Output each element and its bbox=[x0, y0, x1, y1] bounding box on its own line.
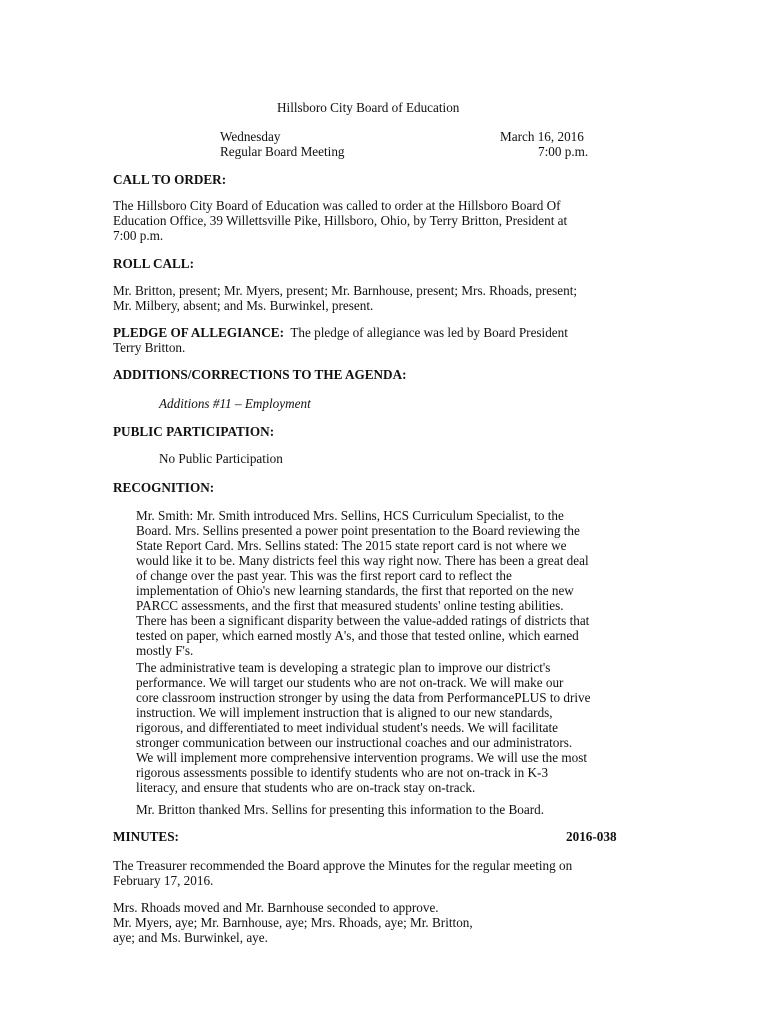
text-line: State Report Card. Mrs. Sellins stated: The 2015 state report card is not where we bbox=[136, 538, 567, 553]
text-line: stronger communication between our instructional coaches and our administrators. bbox=[136, 735, 573, 750]
text-line: Mr. Smith: Mr. Smith introduced Mrs. Sellins, HCS Curriculum Specialist, to the bbox=[136, 508, 564, 523]
pledge-text: The pledge of allegiance was led by Board President bbox=[290, 325, 568, 340]
text-line: Mr. Milbery, absent; and Ms. Burwinkel, present. bbox=[113, 298, 374, 313]
recognition-paragraph-2 bbox=[136, 660, 658, 795]
text-line: There has been a significant disparity between the value-added ratings of districts that bbox=[136, 613, 590, 628]
minutes-vote bbox=[113, 900, 658, 945]
minutes-text bbox=[113, 858, 658, 888]
text-line: rigorous assessments possible to identify students who are not on-track in K-3 bbox=[136, 765, 549, 780]
text-line: instruction. We will implement instruction that is aligned to our new standards, bbox=[136, 705, 553, 720]
document-title: Hillsboro City Board of Education bbox=[277, 100, 460, 115]
minutes-heading: MINUTES: bbox=[113, 829, 179, 844]
meeting-day: Wednesday bbox=[220, 129, 281, 144]
agenda-heading: ADDITIONS/CORRECTIONS TO THE AGENDA: bbox=[113, 367, 407, 382]
text-line: Education Office, 39 Willettsville Pike, Hillsboro, Ohio, by Terry Britton, President at bbox=[113, 213, 568, 228]
text-line: literacy, and ensure that students who are on-track stay on-track. bbox=[136, 780, 476, 795]
roll-call-text bbox=[113, 283, 658, 313]
text-line: core classroom instruction stronger by using the data from PerformancePLUS to drive bbox=[136, 690, 591, 705]
meeting-type: Regular Board Meeting bbox=[220, 144, 345, 159]
recognition-paragraph-1 bbox=[136, 508, 658, 658]
text-line: mostly F's. bbox=[136, 643, 194, 658]
pledge-section bbox=[113, 325, 658, 355]
meeting-date: March 16, 2016 bbox=[500, 129, 584, 144]
text-line: 7:00 p.m. bbox=[113, 228, 164, 243]
text-line: Mrs. Rhoads moved and Mr. Barnhouse seconded to approve. bbox=[113, 900, 439, 915]
pledge-heading: PLEDGE OF ALLEGIANCE: bbox=[113, 325, 284, 340]
text-line: The Hillsboro City Board of Education was called to order at the Hillsboro Board Of bbox=[113, 198, 561, 213]
text-line: Board. Mrs. Sellins presented a power point presentation to the Board reviewing the bbox=[136, 523, 580, 538]
text-line: Mr. Britton, present; Mr. Myers, present; Mr. Barnhouse, present; Mrs. Rhoads, present; bbox=[113, 283, 578, 298]
text-line: The Treasurer recommended the Board approve the Minutes for the regular meeting on bbox=[113, 858, 573, 873]
text-line: would like it to be. Many districts feel this way right now. There has been a great deal bbox=[136, 553, 589, 568]
text-line: February 17, 2016. bbox=[113, 873, 214, 888]
recognition-heading: RECOGNITION: bbox=[113, 480, 215, 495]
text-line: aye; and Ms. Burwinkel, aye. bbox=[113, 930, 268, 945]
call-to-order-heading: CALL TO ORDER: bbox=[113, 172, 227, 187]
text-line bbox=[113, 325, 658, 340]
text-line: PARCC assessments, and the first that measured students' online testing abilities. bbox=[136, 598, 564, 613]
text-line: The administrative team is developing a strategic plan to improve our district's bbox=[136, 660, 551, 675]
resolution-number: 2016-038 bbox=[566, 829, 617, 844]
roll-call-heading: ROLL CALL: bbox=[113, 256, 194, 271]
public-participation-heading: PUBLIC PARTICIPATION: bbox=[113, 424, 275, 439]
text-line: Terry Britton. bbox=[113, 340, 186, 355]
text-line: We will implement more comprehensive intervention programs. We will use the most bbox=[136, 750, 588, 765]
text-line: rigorous, and differentiated to meet individual student's needs. We will facilitate bbox=[136, 720, 558, 735]
text-line: Mr. Myers, aye; Mr. Barnhouse, aye; Mrs. Rhoads, aye; Mr. Britton, bbox=[113, 915, 473, 930]
call-to-order-text bbox=[113, 198, 658, 243]
meeting-time: 7:00 p.m. bbox=[538, 144, 589, 159]
public-participation-item: No Public Participation bbox=[159, 451, 283, 466]
text-line: performance. We will target our students who are not on-track. We will make our bbox=[136, 675, 564, 690]
recognition-paragraph-3: Mr. Britton thanked Mrs. Sellins for presenting this information to the Board. bbox=[136, 802, 545, 817]
text-line: of change over the past year. This was the first report card to reflect the bbox=[136, 568, 512, 583]
text-line: implementation of Ohio's new learning standards, the first that reported on the new bbox=[136, 583, 574, 598]
agenda-item: Additions #11 – Employment bbox=[159, 396, 311, 411]
text-line: tested on paper, which earned mostly A's, and those that tested online, which earned bbox=[136, 628, 579, 643]
